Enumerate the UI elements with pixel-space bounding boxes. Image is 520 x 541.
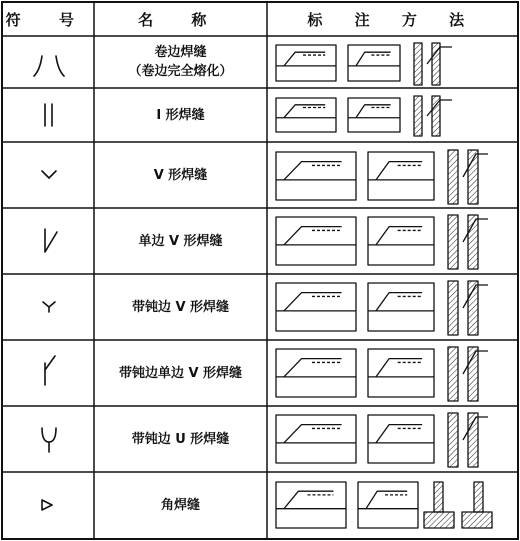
notation-plate-drawing [348,45,400,81]
notation-plate-drawing [368,415,434,463]
leader-line [376,162,422,180]
name-cell-2 [94,88,267,142]
name-cell-4 [94,208,267,274]
leader-line [284,425,342,443]
web-plate-hatched [474,482,483,512]
fillet-weld-symbol [42,500,52,510]
single-bevel-broad-root-weld-symbol [45,356,55,385]
notation-plate-drawing [276,98,336,132]
name-cell-5 [94,274,267,340]
leader-line [284,52,325,66]
single-bevel-butt-weld-symbol [45,229,57,252]
name-line: 卷边焊缝 [154,45,207,60]
base-plate-hatched [424,512,454,528]
section-plate-hatched [448,150,458,204]
leader-line [366,491,407,508]
leader-line [284,491,333,508]
section-plate-hatched [448,413,458,467]
leader-line [356,105,391,118]
leader-line [376,359,422,377]
leader-line [356,52,391,66]
header-notation: 标 注 方 法 [307,10,478,29]
section-plate-hatched [414,43,422,85]
name-cell-8 [94,472,267,539]
leader-line [284,105,325,118]
leader-line [376,293,422,311]
name-line: V 形焊缝 [153,167,208,183]
leader-line [284,227,342,245]
flanged-butt-weld-symbol [34,56,64,76]
header-symbol: 符 号 [5,10,91,29]
notation-plate-drawing [368,349,434,397]
base-plate-hatched [462,512,492,528]
name-line: 带钝边单边 V 形焊缝 [118,365,243,381]
notation-plate-drawing [358,482,418,528]
section-plate-hatched [448,347,458,401]
leader-line [376,227,422,245]
leader-line [284,162,342,180]
name-line-sub: （卷边完全熔化） [128,64,233,79]
name-line: 角焊缝 [160,498,200,513]
name-line: 带钝边 U 形焊缝 [131,431,230,447]
header-name: 名 称 [138,10,223,29]
v-butt-weld-symbol [42,171,56,178]
name-cell-7 [94,406,267,472]
y-butt-weld-symbol [43,302,55,312]
name-line: I 形焊缝 [156,107,205,123]
section-plate-hatched [448,215,458,269]
name-cell-1 [94,36,267,88]
section-plate-hatched [448,281,458,335]
name-line: 单边 V 形焊缝 [138,233,223,249]
web-plate-hatched [434,482,443,512]
notation-plate-drawing [368,283,434,331]
notation-plate-drawing [276,45,336,81]
leader-line [284,359,342,377]
square-butt-weld-symbol [45,104,52,126]
notation-plate-drawing [348,98,400,132]
name-cell-6 [94,340,267,406]
name-cell-3 [94,142,267,208]
leader-line [376,425,422,443]
u-butt-weld-symbol [42,428,56,452]
notation-plate-drawing [368,217,434,265]
section-plate-hatched [414,96,422,136]
name-line: 带钝边 V 形焊缝 [131,299,230,315]
notation-plate-drawing [368,152,434,200]
leader-line [284,293,342,311]
